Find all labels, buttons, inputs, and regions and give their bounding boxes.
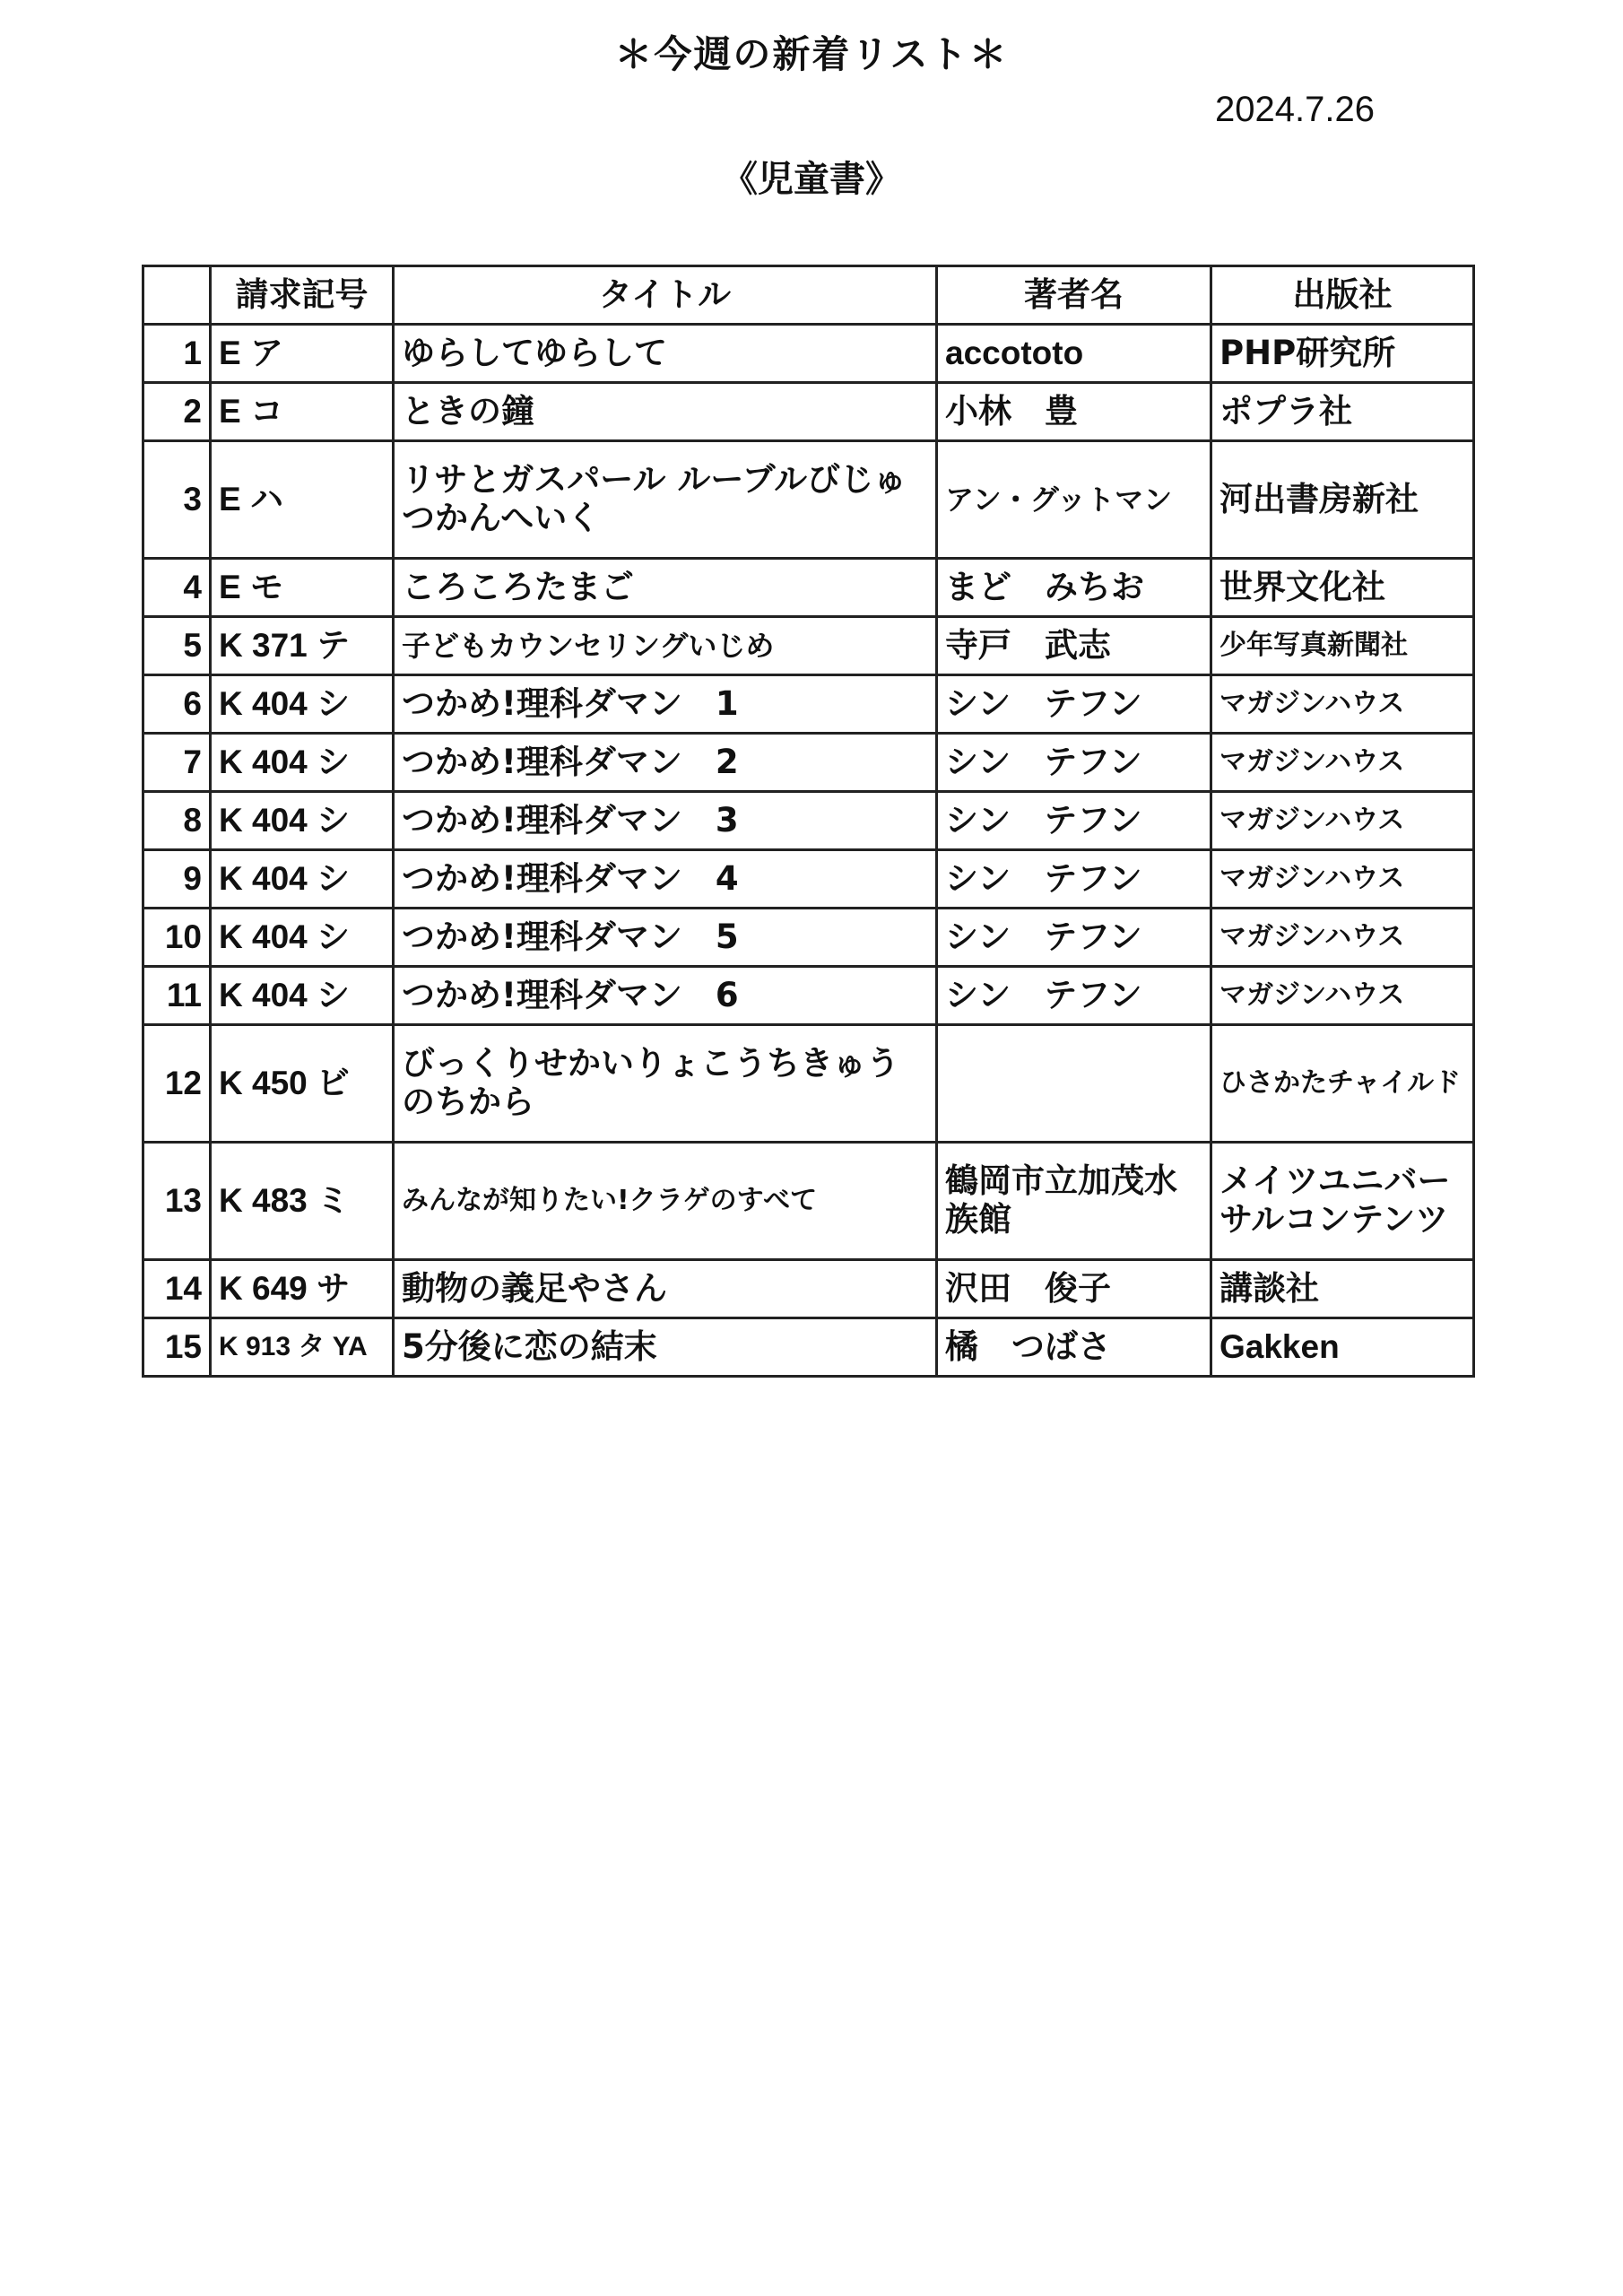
table-header-row <box>143 266 1474 325</box>
table-row <box>143 1025 1474 1143</box>
row-number: 7 <box>143 734 211 792</box>
row-publisher: ひさかたチャイルド <box>1211 1025 1474 1143</box>
row-publisher: 少年写真新聞社 <box>1211 617 1474 675</box>
row-title: つかめ!理科ダマン 4 <box>394 850 937 909</box>
table-row <box>143 441 1474 559</box>
row-call-number: E コ <box>211 383 394 441</box>
row-title: つかめ!理科ダマン 6 <box>394 967 937 1025</box>
table-row <box>143 559 1474 617</box>
header-number <box>143 266 211 325</box>
page-category: 《児童書》 <box>722 159 901 200</box>
row-title: つかめ!理科ダマン 3 <box>394 792 937 850</box>
new-books-table <box>142 265 1475 1378</box>
row-number: 12 <box>143 1025 211 1143</box>
row-publisher: マガジンハウス <box>1211 734 1474 792</box>
row-publisher: Gakken <box>1211 1318 1474 1377</box>
header-call-number: 請求記号 <box>211 266 394 325</box>
row-author: シン テフン <box>937 792 1211 850</box>
table-row <box>143 850 1474 909</box>
row-call-number: K 450 ビ <box>211 1025 394 1143</box>
row-author: アン・グットマン <box>937 441 1211 559</box>
row-number: 10 <box>143 909 211 967</box>
row-publisher: 講談社 <box>1211 1260 1474 1318</box>
table-row <box>143 675 1474 734</box>
row-title: ときの鐘 <box>394 383 937 441</box>
row-author: シン テフン <box>937 675 1211 734</box>
row-number: 6 <box>143 675 211 734</box>
row-number: 11 <box>143 967 211 1025</box>
row-publisher: PHP研究所 <box>1211 325 1474 383</box>
row-call-number: K 404 シ <box>211 675 394 734</box>
row-publisher: マガジンハウス <box>1211 675 1474 734</box>
header-publisher: 出版社 <box>1211 266 1474 325</box>
row-title: リサとガスパール ルーブルびじゅつかんへいく <box>394 441 937 559</box>
table-row <box>143 1143 1474 1260</box>
row-author: シン テフン <box>937 967 1211 1025</box>
row-publisher: 世界文化社 <box>1211 559 1474 617</box>
row-call-number: E ハ <box>211 441 394 559</box>
row-number: 9 <box>143 850 211 909</box>
row-publisher: 河出書房新社 <box>1211 441 1474 559</box>
row-author: まど みちお <box>937 559 1211 617</box>
header-author: 著者名 <box>937 266 1211 325</box>
row-call-number: K 649 サ <box>211 1260 394 1318</box>
row-call-number: K 404 シ <box>211 909 394 967</box>
row-publisher: メイツユニバーサルコンテンツ <box>1211 1143 1474 1260</box>
table-row <box>143 1318 1474 1377</box>
table-row <box>143 734 1474 792</box>
row-author: シン テフン <box>937 850 1211 909</box>
row-publisher: マガジンハウス <box>1211 792 1474 850</box>
table-row <box>143 909 1474 967</box>
row-number: 4 <box>143 559 211 617</box>
row-author: accototo <box>937 325 1211 383</box>
row-number: 1 <box>143 325 211 383</box>
table-row <box>143 383 1474 441</box>
row-author: 橘 つばさ <box>937 1318 1211 1377</box>
table-row <box>143 325 1474 383</box>
row-title: 動物の義足やさん <box>394 1260 937 1318</box>
row-title: みんなが知りたい!クラゲのすべて <box>394 1143 937 1260</box>
row-author: 鶴岡市立加茂水族館 <box>937 1143 1211 1260</box>
row-call-number: K 404 シ <box>211 967 394 1025</box>
row-title: ゆらしてゆらして <box>394 325 937 383</box>
row-title: つかめ!理科ダマン 5 <box>394 909 937 967</box>
row-call-number: K 483 ミ <box>211 1143 394 1260</box>
row-number: 14 <box>143 1260 211 1318</box>
row-number: 13 <box>143 1143 211 1260</box>
row-number: 2 <box>143 383 211 441</box>
row-publisher: マガジンハウス <box>1211 909 1474 967</box>
row-number: 8 <box>143 792 211 850</box>
row-call-number: E ア <box>211 325 394 383</box>
row-title: ころころたまご <box>394 559 937 617</box>
row-call-number: K 913 タ YA <box>211 1318 394 1377</box>
table-row <box>143 967 1474 1025</box>
page-title: ＊今週の新着リスト＊ <box>614 32 1009 76</box>
row-title: 5分後に恋の結末 <box>394 1318 937 1377</box>
row-call-number: K 371 テ <box>211 617 394 675</box>
row-number: 5 <box>143 617 211 675</box>
row-publisher: マガジンハウス <box>1211 967 1474 1025</box>
row-author <box>937 1025 1211 1143</box>
row-author: 小林 豊 <box>937 383 1211 441</box>
row-title: つかめ!理科ダマン 2 <box>394 734 937 792</box>
row-call-number: K 404 シ <box>211 792 394 850</box>
row-call-number: E モ <box>211 559 394 617</box>
table-row <box>143 617 1474 675</box>
row-number: 15 <box>143 1318 211 1377</box>
row-publisher: マガジンハウス <box>1211 850 1474 909</box>
row-title: つかめ!理科ダマン 1 <box>394 675 937 734</box>
table-row <box>143 792 1474 850</box>
row-call-number: K 404 シ <box>211 734 394 792</box>
row-author: 沢田 俊子 <box>937 1260 1211 1318</box>
row-call-number: K 404 シ <box>211 850 394 909</box>
header-title: タイトル <box>394 266 937 325</box>
row-author: 寺戸 武志 <box>937 617 1211 675</box>
row-title: びっくりせかいりょこうちきゅうのちから <box>394 1025 937 1143</box>
row-publisher: ポプラ社 <box>1211 383 1474 441</box>
row-title: 子どもカウンセリングいじめ <box>394 617 937 675</box>
row-author: シン テフン <box>937 734 1211 792</box>
page-date: 2024.7.26 <box>1215 90 1375 129</box>
row-author: シン テフン <box>937 909 1211 967</box>
table-row <box>143 1260 1474 1318</box>
row-number: 3 <box>143 441 211 559</box>
